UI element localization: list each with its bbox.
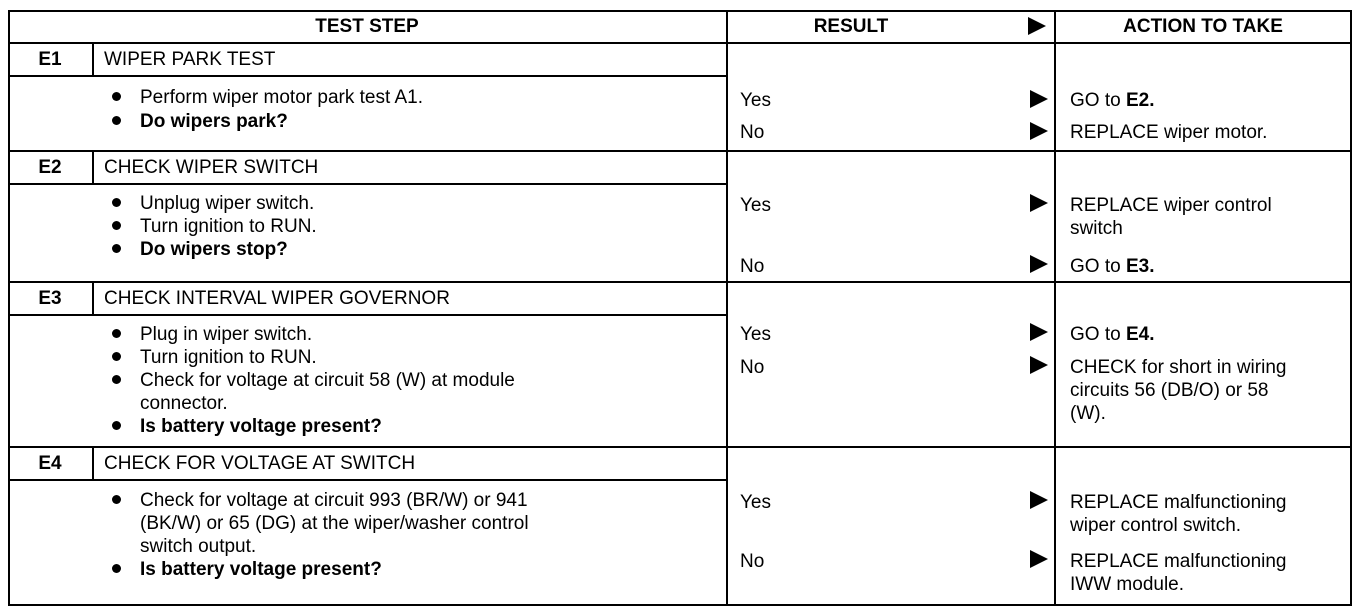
e2-bullet-1: Unplug wiper switch. (140, 193, 315, 214)
header-result: RESULT (813, 16, 889, 37)
e2-result-no: No (740, 256, 765, 277)
e4-action-no-line2: IWW module. (1070, 574, 1185, 595)
step-code-e2: E2 (38, 157, 62, 178)
bullet-icon (112, 221, 121, 230)
e4-action-yes-line1: REPLACE malfunctioning (1070, 492, 1287, 513)
e1-action-no: REPLACE wiper motor. (1070, 122, 1268, 143)
step-code-e1: E1 (38, 49, 62, 70)
arrow-icon (1030, 356, 1048, 374)
e2-code-divider (92, 150, 94, 185)
e4-bullet-1-cont1: (BK/W) or 65 (DG) at the wiper/washer control (140, 513, 529, 534)
e1-code-divider (92, 42, 94, 77)
e2-title-divider (8, 183, 726, 185)
action-column-divider (1054, 10, 1056, 606)
e3-bullet-3: Check for voltage at circuit 58 (W) at module (140, 370, 515, 391)
e3-bullet-3-cont: connector. (140, 393, 228, 414)
e4-bullet-2: Is battery voltage present? (140, 559, 382, 580)
header-action: ACTION TO TAKE (1123, 16, 1283, 37)
e4-result-no: No (740, 551, 765, 572)
e4-bullet-1: Check for voltage at circuit 993 (BR/W) or 941 (140, 490, 528, 511)
arrow-icon (1030, 550, 1048, 568)
e3-result-no: No (740, 357, 765, 378)
e2-action-yes-line1: REPLACE wiper control (1070, 195, 1272, 216)
table-top-border (8, 10, 1352, 12)
e3-bullet-1: Plug in wiper switch. (140, 324, 313, 345)
header-test-step: TEST STEP (315, 16, 419, 37)
bullet-icon (112, 421, 121, 430)
e2-bullet-3: Do wipers stop? (140, 239, 288, 260)
bullet-icon (112, 352, 121, 361)
e3-row-divider (8, 446, 1352, 448)
diagnostic-table (8, 10, 1352, 606)
e3-bullet-4: Is battery voltage present? (140, 416, 382, 437)
e1-bullet-1: Perform wiper motor park test A1. (140, 87, 423, 108)
e1-result-yes: Yes (740, 90, 771, 111)
e2-bullet-2: Turn ignition to RUN. (140, 216, 317, 237)
arrow-icon (1028, 17, 1046, 35)
step-title-e2: CHECK WIPER SWITCH (104, 157, 319, 178)
step-title-e3: CHECK INTERVAL WIPER GOVERNOR (104, 288, 450, 309)
table-right-border (1350, 10, 1352, 606)
e4-code-divider (92, 446, 94, 481)
e2-action-no: GO to E3. (1070, 256, 1155, 277)
e3-bullet-2: Turn ignition to RUN. (140, 347, 317, 368)
e3-action-no-line3: (W). (1070, 403, 1106, 424)
e3-action-no-line1: CHECK for short in wiring (1070, 357, 1287, 378)
e1-bullet-2: Do wipers park? (140, 111, 288, 132)
bullet-icon (112, 116, 121, 125)
e4-action-yes-line2: wiper control switch. (1070, 515, 1242, 536)
e3-code-divider (92, 281, 94, 316)
step-title-e4: CHECK FOR VOLTAGE AT SWITCH (104, 453, 416, 474)
table-bottom-border (8, 604, 1352, 606)
arrow-icon (1030, 122, 1048, 140)
e3-action-no-line2: circuits 56 (DB/O) or 58 (1070, 380, 1269, 401)
bullet-icon (112, 92, 121, 101)
e4-title-divider (8, 479, 726, 481)
e3-title-divider (8, 314, 726, 316)
e4-action-no-line1: REPLACE malfunctioning (1070, 551, 1287, 572)
e1-action-yes: GO to E2. (1070, 90, 1155, 111)
bullet-icon (112, 375, 121, 384)
bullet-icon (112, 495, 121, 504)
bullet-icon (112, 329, 121, 338)
bullet-icon (112, 244, 121, 253)
e4-result-yes: Yes (740, 492, 771, 513)
e2-action-yes-line2: switch (1070, 218, 1123, 239)
step-code-e3: E3 (38, 288, 62, 309)
header-bottom-border (8, 42, 1352, 44)
bullet-icon (112, 564, 121, 573)
step-title-e1: WIPER PARK TEST (104, 49, 276, 70)
e1-row-divider (8, 150, 1352, 152)
e1-result-no: No (740, 122, 765, 143)
bullet-icon (112, 198, 121, 207)
arrow-icon (1030, 255, 1048, 273)
result-column-divider (726, 10, 728, 606)
e4-bullet-1-cont2: switch output. (140, 536, 257, 557)
arrow-icon (1030, 90, 1048, 108)
e3-result-yes: Yes (740, 324, 771, 345)
e2-result-yes: Yes (740, 195, 771, 216)
arrow-icon (1030, 323, 1048, 341)
e2-row-divider (8, 281, 1352, 283)
step-code-e4: E4 (38, 453, 62, 474)
e3-action-yes: GO to E4. (1070, 324, 1155, 345)
e1-title-divider (8, 75, 726, 77)
arrow-icon (1030, 194, 1048, 212)
arrow-icon (1030, 491, 1048, 509)
